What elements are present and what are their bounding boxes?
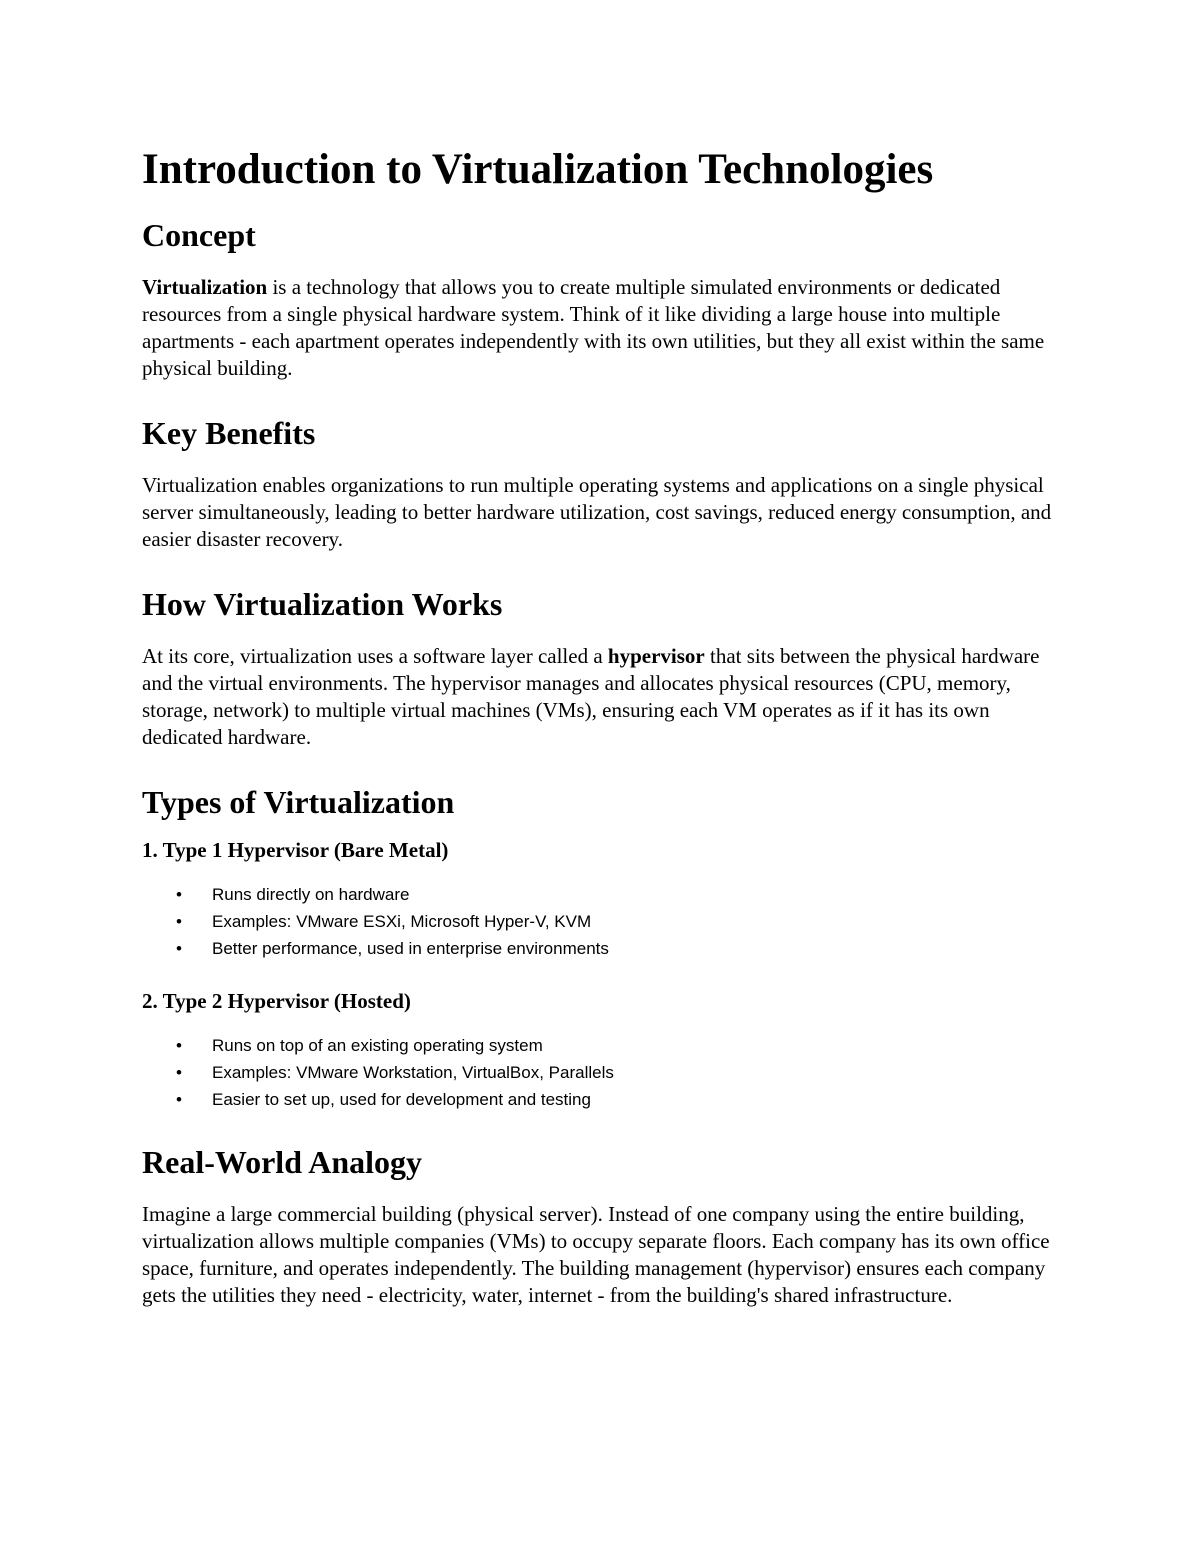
bullet-icon: • (176, 939, 182, 958)
how-text-after: that sits between the physical hardware and the virtual environments. The hypervisor manages and allocates physical resources (CPU, memory, storage, network) to multiple virtual machines (VMs), ensuring each VM operates as if it has its own dedicated hardware. (142, 644, 1040, 749)
list-item (142, 1059, 1060, 1086)
bullet-icon: • (176, 1063, 182, 1082)
list-item-text: Better performance, used in enterprise environments (212, 939, 609, 958)
section-heading-concept: Concept (142, 217, 256, 253)
list-item-text: Runs directly on hardware (212, 885, 410, 904)
list-item (142, 1086, 1060, 1113)
bullet-icon: • (176, 885, 182, 904)
list-item-text: Examples: VMware Workstation, VirtualBox, Parallels (212, 1063, 614, 1082)
concept-paragraph (142, 274, 1060, 382)
section-heading-analogy: Real-World Analogy (142, 1144, 423, 1180)
how-paragraph (142, 643, 1060, 751)
bullet-icon: • (176, 912, 182, 931)
type2-list (142, 1032, 1060, 1113)
bullet-icon: • (176, 1090, 182, 1109)
list-item (142, 935, 1060, 962)
subheading-type1: 1. Type 1 Hypervisor (Bare Metal) (142, 838, 449, 862)
analogy-paragraph: Imagine a large commercial building (physical server). Instead of one company using the entire building, virtualization allows multiple companies (VMs) to occupy separate floors. Each company has its own office space, furniture, and operates independently. The building management (hypervisor) ensures each company gets the utilities they need - electricity, water, internet - from the building's shared infrastructure. (142, 1202, 1050, 1307)
how-text-before: At its core, virtualization uses a software layer called a (142, 644, 608, 668)
section-heading-types: Types of Virtualization (142, 784, 455, 820)
page-title: Introduction to Virtualization Technologies (142, 146, 934, 193)
benefits-paragraph: Virtualization enables organizations to run multiple operating systems and applications on a single physical server simultaneously, leading to better hardware utilization, cost savings, reduced energy consumption, and easier disaster recovery. (142, 473, 1052, 551)
concept-text: is a technology that allows you to create multiple simulated environments or dedicated resources from a single physical hardware system. Think of it like dividing a large house into multiple apartments - each apartment operates independently with its own utilities, but they all exist within the same physical building. (142, 275, 1045, 380)
section-heading-key-benefits: Key Benefits (142, 415, 316, 451)
list-item-text: Runs on top of an existing operating system (212, 1036, 543, 1055)
section-heading-how-it-works: How Virtualization Works (142, 586, 503, 622)
list-item-text: Examples: VMware ESXi, Microsoft Hyper-V, KVM (212, 912, 592, 931)
concept-bold-term: Virtualization (142, 275, 268, 299)
list-item (142, 881, 1060, 908)
type1-list (142, 881, 1060, 962)
list-item-text: Easier to set up, used for development and testing (212, 1090, 591, 1109)
how-bold-term: hypervisor (607, 644, 705, 668)
bullet-icon: • (176, 1036, 182, 1055)
subheading-type2: 2. Type 2 Hypervisor (Hosted) (142, 989, 411, 1013)
list-item (142, 1032, 1060, 1059)
list-item (142, 908, 1060, 935)
